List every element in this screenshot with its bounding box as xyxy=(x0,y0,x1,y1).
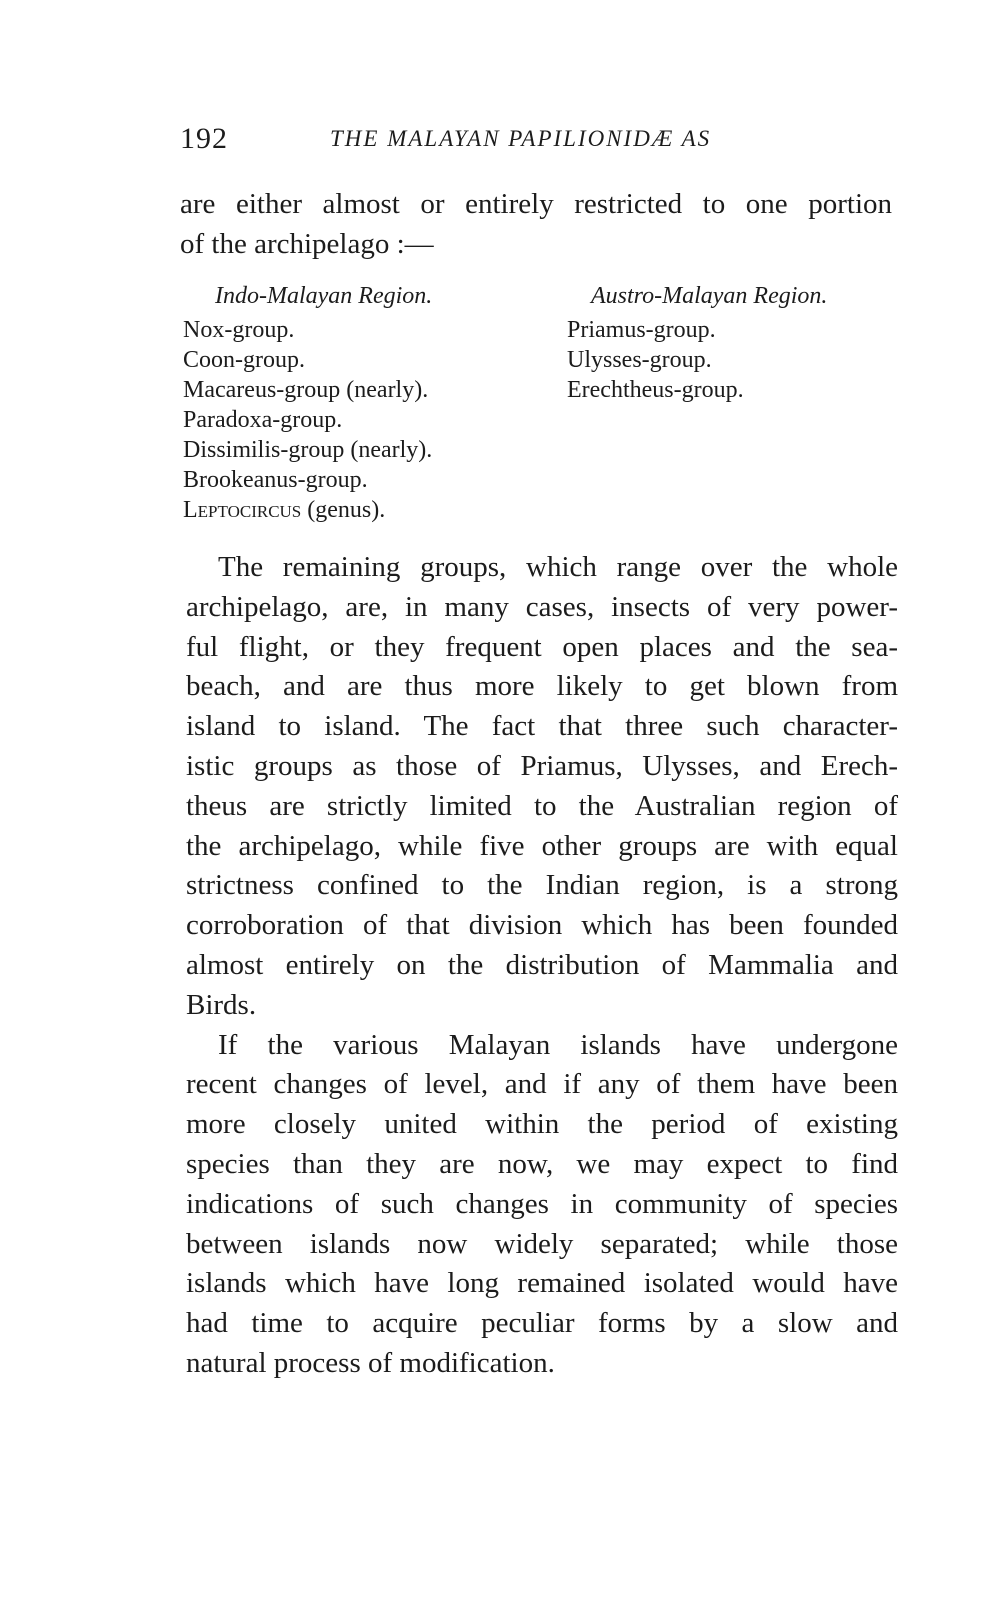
austro-malayan-list xyxy=(567,281,897,405)
text-line: the archipelago, while five other groups are with equal xyxy=(186,829,898,862)
text-line: natural process of modification. xyxy=(186,1346,555,1379)
genus-name: Leptocircus xyxy=(183,497,302,523)
text-line: species than they are now, we may expect to find xyxy=(186,1147,898,1180)
text-line: more closely united within the period of existing xyxy=(186,1108,898,1141)
page-header xyxy=(180,122,900,154)
running-title: THE MALAYAN PAPILIONIDÆ AS xyxy=(330,126,712,151)
text-line: almost entirely on the distribution of Mammalia and xyxy=(186,948,898,981)
body-text xyxy=(186,548,898,1384)
paragraph-2 xyxy=(186,1026,898,1384)
list-item: Erechtheus-group. xyxy=(567,377,744,403)
list-item: Dissimilis-group (nearly). xyxy=(183,437,433,463)
page-number: 192 xyxy=(180,122,228,155)
text-line: If the various Malayan islands have undergone xyxy=(218,1028,898,1061)
text-line: archipelago, are, in many cases, insects of very power- xyxy=(186,590,898,623)
intro-text xyxy=(180,184,892,264)
text-line: island to island. The fact that three such character- xyxy=(186,710,898,743)
indo-malayan-heading: Indo-Malayan Region. xyxy=(215,283,433,309)
text-line: The remaining groups, which range over the whole xyxy=(218,551,898,583)
text-line: between islands now widely separated; while those xyxy=(186,1227,898,1260)
intro-line: of the archipelago :— xyxy=(180,228,434,260)
text-line: istic groups as those of Priamus, Ulysses, and Erech- xyxy=(186,749,898,782)
list-item: Priamus-group. xyxy=(567,317,716,343)
genus-suffix: (genus). xyxy=(301,497,386,523)
list-item: Brookeanus-group. xyxy=(183,467,368,493)
text-line: corroboration of that division which has been founded xyxy=(186,909,898,942)
text-line: recent changes of level, and if any of them have been xyxy=(186,1068,898,1101)
text-line: theus are strictly limited to the Australian region of xyxy=(186,789,898,822)
list-item: Macareus-group (nearly). xyxy=(183,377,429,403)
indo-malayan-list xyxy=(183,281,513,525)
intro-line: are either almost or entirely restricted to one portion xyxy=(180,188,892,220)
list-item: Ulysses-group. xyxy=(567,347,712,373)
list-item: Nox-group. xyxy=(183,317,295,343)
text-line: beach, and are thus more likely to get blown from xyxy=(186,670,898,703)
text-line: strictness confined to the Indian region, is a strong xyxy=(186,869,898,902)
paragraph-1 xyxy=(186,548,898,1026)
text-line: islands which have long remained isolated would have xyxy=(186,1267,898,1300)
list-item: Paradoxa-group. xyxy=(183,407,343,433)
austro-malayan-heading: Austro-Malayan Region. xyxy=(591,283,828,309)
text-line: had time to acquire peculiar forms by a slow and xyxy=(186,1307,898,1340)
text-line: indications of such changes in community of species xyxy=(186,1187,898,1220)
text-line: Birds. xyxy=(186,988,257,1021)
text-line: ful flight, or they frequent open places and the sea- xyxy=(186,630,898,663)
list-item-genus xyxy=(183,495,513,525)
list-item: Coon-group. xyxy=(183,347,305,373)
